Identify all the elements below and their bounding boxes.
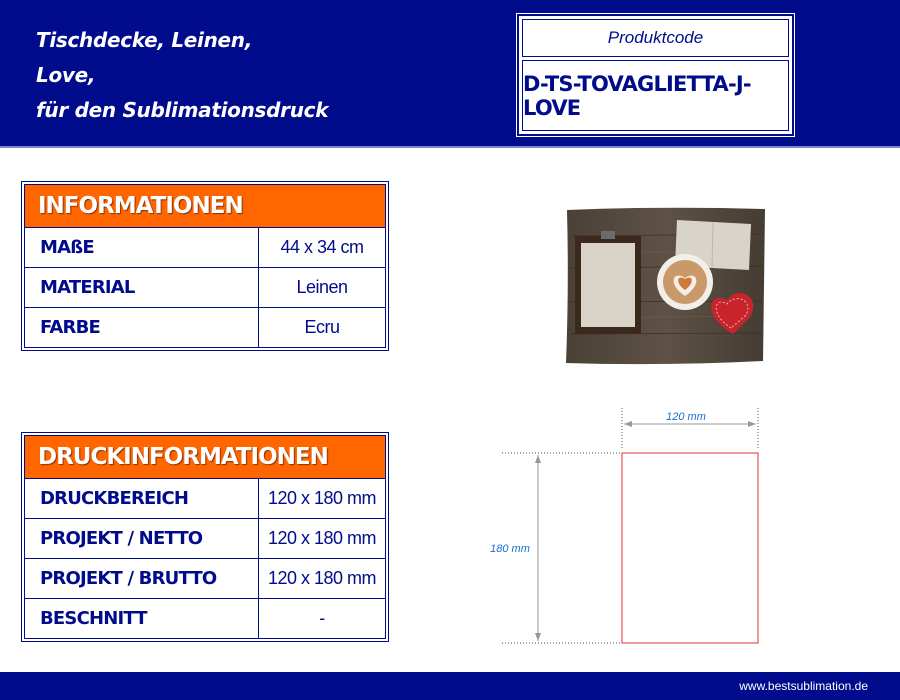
table-row — [24, 228, 386, 268]
print-value-bleed: - — [319, 608, 325, 628]
print-label-gross: PROJEKT / BRUTTO — [25, 559, 259, 598]
print-area-outline — [622, 453, 758, 643]
print-label-net: PROJEKT / NETTO — [25, 519, 259, 558]
print-value-net: 120 x 180 mm — [267, 528, 377, 548]
info-label-size: MAßE — [25, 228, 259, 267]
info-value-material: Leinen — [296, 277, 348, 297]
product-code-value: D-TS-TOVAGLIETTA-J-LOVE — [522, 60, 789, 131]
info-table-title: INFORMATIONEN — [24, 184, 386, 228]
website-url[interactable]: www.bestsublimation.de — [739, 679, 868, 693]
table-row — [24, 479, 386, 519]
table-row — [24, 268, 386, 308]
table-row — [24, 308, 386, 348]
width-dimension-label: 120 mm — [666, 411, 706, 423]
product-title-line-2: Love, — [36, 63, 96, 87]
product-title-line-1: Tischdecke, Leinen, — [36, 28, 253, 52]
print-label-area: DRUCKBEREICH — [25, 479, 259, 518]
print-value-gross: 120 x 180 mm — [267, 568, 377, 588]
print-area-diagram — [490, 400, 790, 660]
info-label-color: FARBE — [25, 308, 259, 347]
print-value-area: 120 x 180 mm — [267, 488, 377, 508]
height-dimension-label: 180 mm — [490, 543, 530, 555]
product-code-label: Produktcode — [522, 19, 789, 57]
print-table-title: DRUCKINFORMATIONEN — [24, 435, 386, 479]
table-row — [24, 559, 386, 599]
info-value-size: 44 x 34 cm — [280, 237, 364, 257]
product-photo — [563, 206, 768, 366]
info-table — [21, 181, 389, 351]
info-value-color: Ecru — [304, 317, 340, 337]
header-banner — [0, 0, 900, 148]
print-label-bleed: BESCHNITT — [25, 599, 259, 638]
print-info-table — [21, 432, 389, 642]
info-label-material: MATERIAL — [25, 268, 259, 307]
product-code-box — [518, 15, 793, 135]
table-row — [24, 519, 386, 559]
product-title-line-3: für den Sublimationsdruck — [36, 98, 329, 122]
footer-bar — [0, 672, 900, 700]
table-row — [24, 599, 386, 639]
